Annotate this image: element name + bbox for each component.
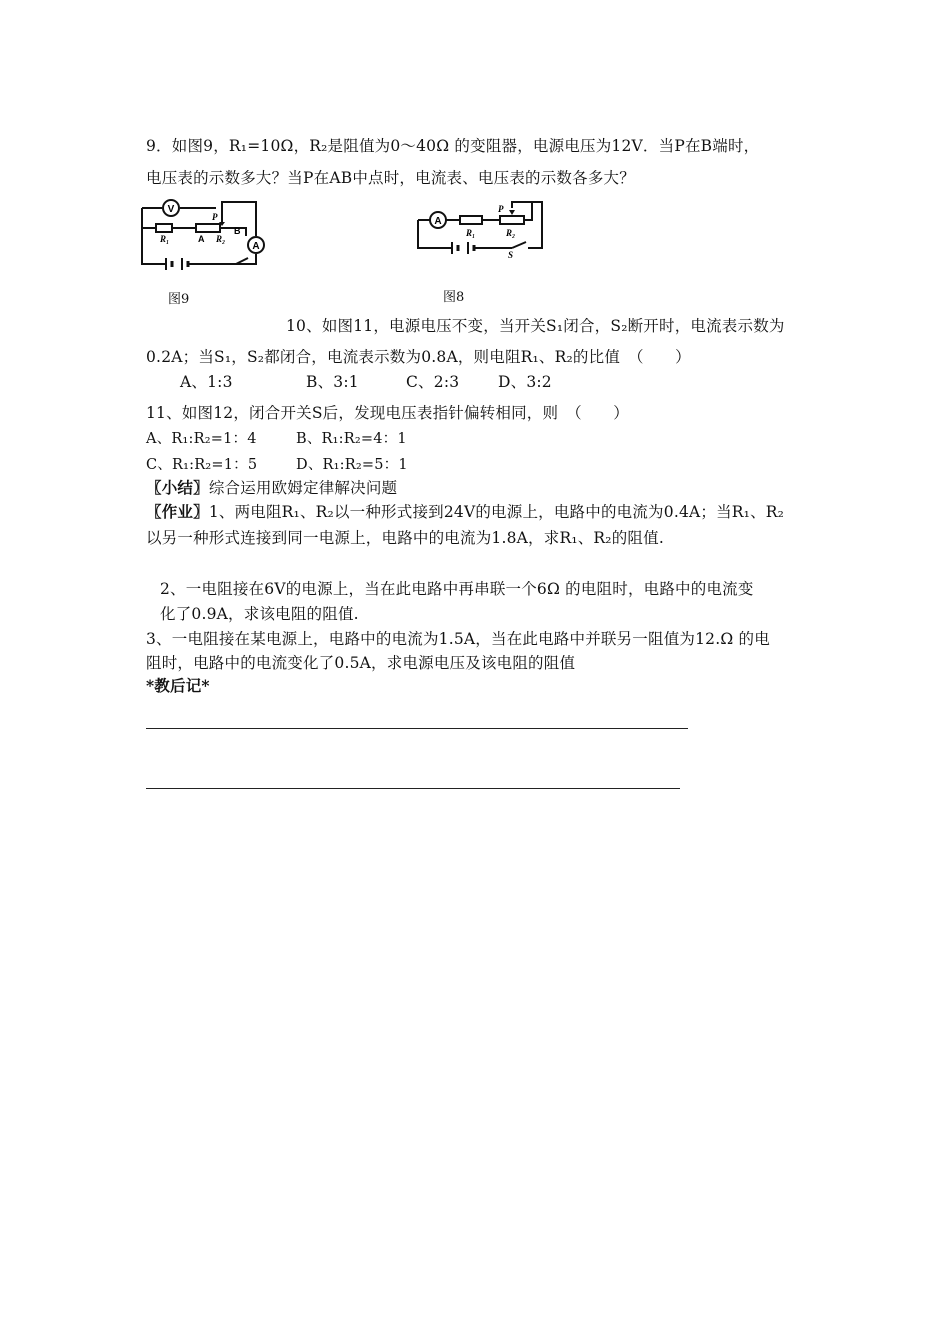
- fig9-label-pb: B: [234, 226, 241, 236]
- homework-p1-line-2: 以另一种形式连接到同一电源上，电路中的电流为1.8A，求R₁、R₂的阻值.: [146, 529, 664, 547]
- notes-blank-line-1: [146, 728, 688, 729]
- figure-9-circuit: [136, 198, 266, 270]
- fig8-label-r2: R₂: [506, 228, 516, 238]
- fig8-label-p: P: [498, 204, 504, 214]
- summary-text: 综合运用欧姆定律解决问题: [208, 479, 398, 497]
- q10-option-c: C、2:3: [406, 373, 460, 391]
- q10-line-1: 10、如图11，电源电压不变，当开关S₁闭合，S₂断开时，电流表示数为: [286, 317, 785, 335]
- fig8-label-r1: R₁: [466, 228, 476, 238]
- q11-option-b: B、R₁:R₂=4：1: [296, 431, 407, 447]
- q11-options-row-1: [146, 427, 407, 448]
- notes-title: *教后记*: [146, 676, 210, 695]
- q10-line-2: 0.2A；当S₁，S₂都闭合，电流表示数为0.8A，则电阻R₁、R₂的比值 （ ）: [146, 348, 691, 366]
- fig9-label-v: V: [167, 204, 175, 215]
- summary-label: 〖小结〗: [146, 478, 209, 497]
- q9-line-2: 电压表的示数多大？当P在AB中点时，电流表、电压表的示数各多大？: [146, 169, 635, 187]
- homework-p1-line-1: [146, 500, 784, 522]
- fig9-label-r1: R₁: [160, 234, 170, 244]
- q10-option-b: B、3:1: [306, 373, 359, 391]
- figure-9-caption: 图9: [168, 292, 190, 307]
- q10-option-a: A、1:3: [180, 373, 233, 391]
- homework-p2-line-2: 化了0.9A，求该电阻的阻值.: [160, 605, 359, 623]
- notes-blank-line-2: [146, 788, 680, 789]
- figure-8-circuit: [412, 198, 546, 260]
- fig8-label-s: S: [508, 250, 514, 260]
- homework-p3-line-2: 阻时，电路中的电流变化了0.5A，求电源电压及该电阻的阻值: [146, 654, 576, 672]
- fig9-label-r2: R₂: [216, 234, 226, 244]
- q11-stem: 11、如图12，闭合开关S后，发现电压表指针偏转相同，则 （ ）: [146, 404, 629, 422]
- q11-option-d: D、R₁:R₂=5：1: [296, 457, 408, 473]
- homework-p2-line-1: 2、一电阻接在6V的电源上，当在此电路中再串联一个6Ω 的电阻时，电路中的电流变: [160, 580, 754, 598]
- q10-option-d: D、3:2: [498, 373, 552, 391]
- q11-option-c: C、R₁:R₂=1：5: [146, 457, 258, 473]
- summary-line: [146, 476, 397, 498]
- fig9-label-p: P: [212, 212, 218, 222]
- homework-p3-line-1: 3、一电阻接在某电源上，电路中的电流为1.5A，当在此电路中并联另一阻值为12.Ω 的电: [146, 630, 770, 648]
- homework-p1-text-1: 1、两电阻R₁、R₂以一种形式接到24V的电源上，电路中的电流为0.4A；当R₁、R₂: [208, 503, 785, 521]
- homework-label: 〖作业〗: [146, 502, 209, 521]
- q10-options: [180, 370, 552, 392]
- fig8-label-a: A: [434, 216, 442, 227]
- fig9-label-pa: A: [198, 234, 205, 244]
- figure-8-caption: 图8: [443, 290, 465, 305]
- fig9-label-a: A: [252, 241, 260, 252]
- q9-line-1: 9．如图9，R₁=10Ω，R₂是阻值为0～40Ω 的变阻器，电源电压为12V．当P在B端时，: [146, 137, 760, 155]
- q11-options-row-2: [146, 453, 408, 474]
- q11-option-a: A、R₁:R₂=1：4: [146, 431, 257, 447]
